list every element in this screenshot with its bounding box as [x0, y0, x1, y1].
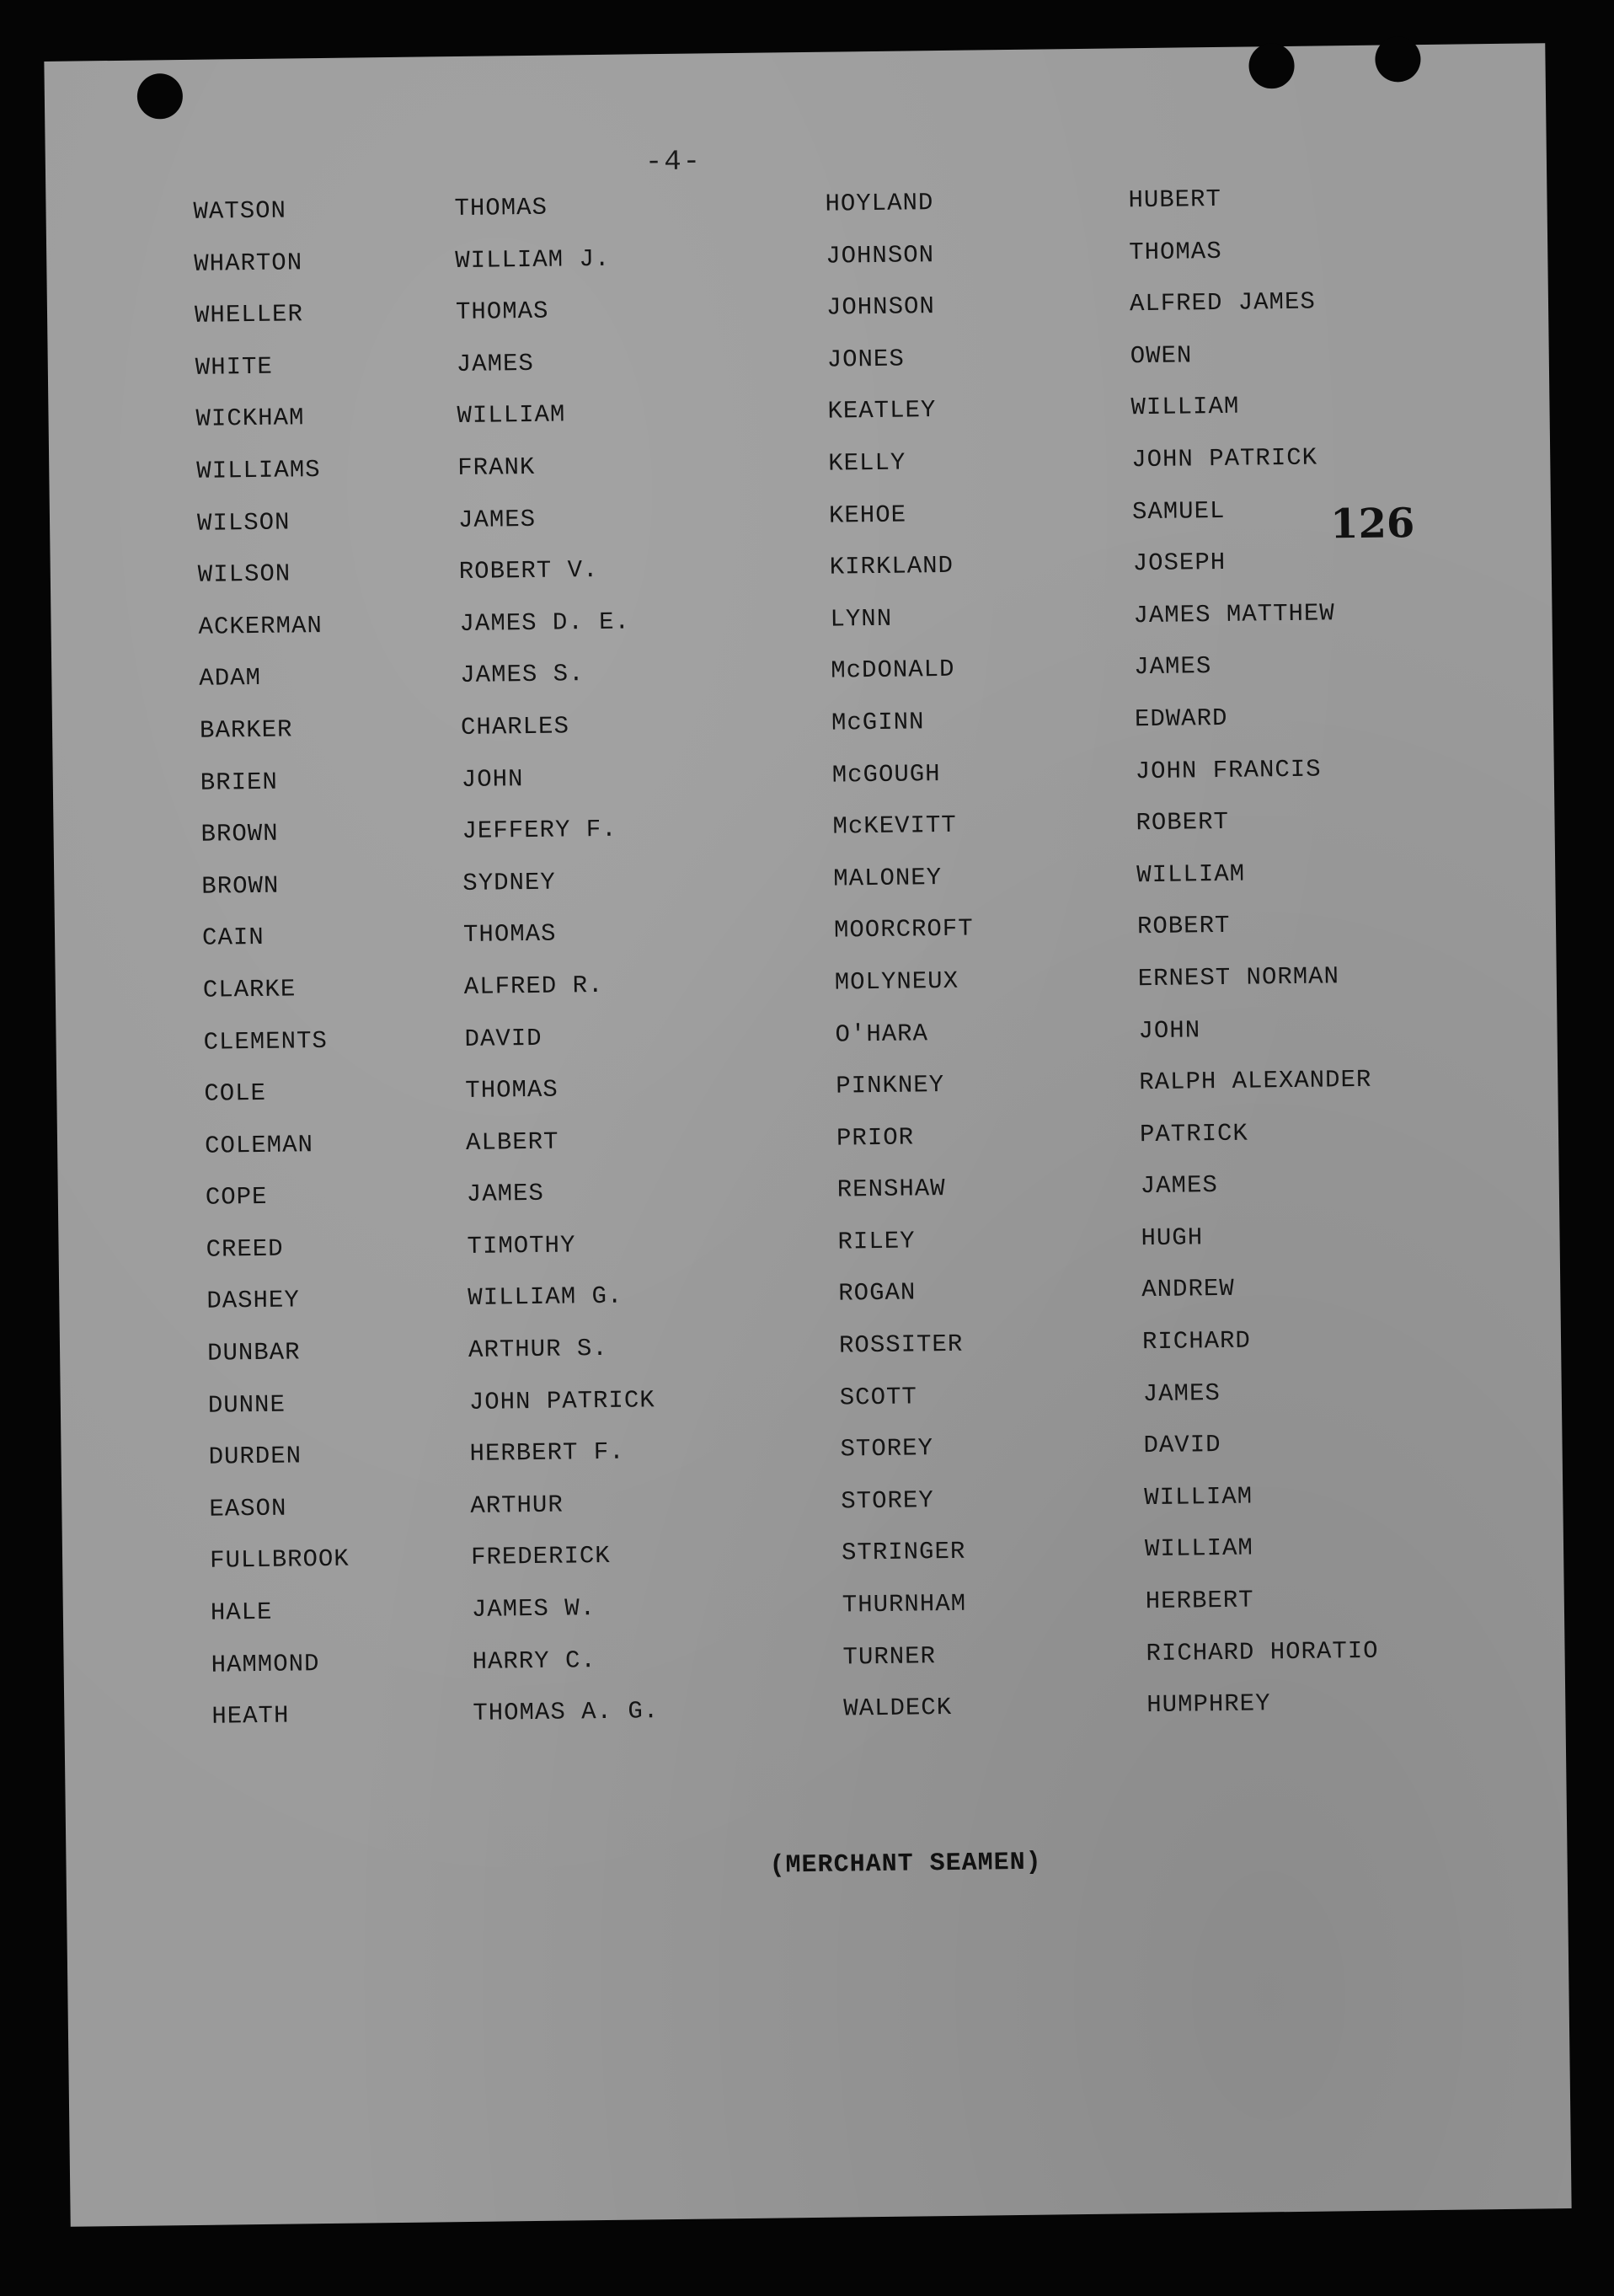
name-entry: JAMES MATTHEW: [1133, 599, 1335, 629]
punch-hole: [137, 73, 184, 120]
name-entry: THOMAS: [454, 193, 548, 223]
name-entry: BROWN: [200, 819, 279, 848]
name-entry: EDWARD: [1134, 704, 1228, 734]
name-entry: HARRY C.: [472, 1646, 597, 1676]
name-entry: RICHARD: [1141, 1326, 1252, 1357]
name-entry: MALONEY: [833, 863, 943, 893]
name-entry: JAMES: [466, 1180, 545, 1209]
page-number: -4-: [644, 146, 703, 179]
name-entry: CHARLES: [460, 712, 570, 741]
name-entry: WILSON: [196, 508, 291, 538]
name-entry: JOHN: [1138, 1015, 1201, 1045]
name-entry: THOMAS A. G.: [473, 1697, 660, 1728]
name-entry: JOHN: [461, 764, 524, 794]
name-entry: BARKER: [199, 715, 293, 745]
name-entry: SYDNEY: [462, 868, 556, 897]
name-entry: HERBERT F.: [469, 1437, 625, 1469]
name-entry: JOHN PATRICK: [468, 1385, 655, 1416]
name-entry: JAMES: [1140, 1171, 1218, 1201]
name-entry: RILEY: [837, 1227, 916, 1256]
name-entry: McGINN: [831, 708, 925, 737]
name-entry: RICHARD HORATIO: [1146, 1636, 1379, 1667]
name-entry: CREED: [206, 1234, 284, 1264]
surname-column-right: [825, 177, 983, 1736]
name-entry: FREDERICK: [470, 1542, 611, 1572]
name-entry: DAVID: [1143, 1431, 1221, 1460]
name-entry: TURNER: [842, 1641, 937, 1672]
given-name-column-left: [454, 180, 659, 1739]
name-entry: McGOUGH: [831, 759, 941, 789]
name-entry: PRIOR: [836, 1123, 915, 1153]
name-entry: COPE: [205, 1183, 268, 1212]
name-entry: COLE: [204, 1078, 267, 1108]
name-entry: ALFRED R.: [463, 971, 604, 1001]
name-entry: JAMES S.: [460, 660, 585, 690]
surname-column-left: [193, 185, 351, 1743]
name-entry: BROWN: [201, 871, 280, 901]
name-entry: JONES: [826, 345, 905, 374]
document-page: [44, 43, 1571, 2227]
name-entry: JAMES: [457, 505, 537, 534]
name-entry: WHARTON: [194, 248, 303, 278]
name-entry: KEATLEY: [827, 396, 937, 426]
name-entry: THOMAS: [465, 1075, 558, 1105]
name-entry: THOMAS: [1129, 237, 1222, 266]
name-entry: OWEN: [1130, 341, 1193, 371]
name-entry: JAMES: [1142, 1378, 1221, 1408]
name-entry: EASON: [209, 1494, 287, 1523]
punch-hole: [1248, 43, 1295, 89]
name-entry: JAMES D. E.: [459, 607, 631, 638]
name-entry: WILSON: [197, 559, 291, 589]
name-entry: CLEMENTS: [203, 1026, 329, 1057]
name-entry: O'HARA: [835, 1019, 929, 1049]
name-entry: HALE: [210, 1598, 273, 1627]
name-entry: WALDECK: [843, 1694, 953, 1723]
given-name-column-right: [1128, 172, 1380, 1731]
name-entry: STOREY: [841, 1486, 934, 1516]
name-entry: HEATH: [211, 1701, 290, 1731]
name-entry: THOMAS: [462, 919, 557, 950]
name-entry: McDONALD: [831, 656, 955, 685]
name-entry: WILLIAM: [457, 400, 566, 431]
name-entry: PINKNEY: [836, 1071, 945, 1100]
name-entry: ROBERT V.: [458, 556, 599, 586]
name-entry: WILLIAMS: [196, 455, 321, 485]
name-entry: THOMAS: [455, 297, 549, 327]
name-entry: DURDEN: [208, 1442, 302, 1471]
name-entry: WILLIAM: [1130, 393, 1240, 422]
name-entry: RALPH ALEXANDER: [1139, 1065, 1372, 1097]
name-entry: STRINGER: [841, 1538, 966, 1567]
name-entry: BRIEN: [200, 768, 279, 797]
name-entry: TIMOTHY: [467, 1231, 576, 1260]
name-entry: HUMPHREY: [1146, 1689, 1271, 1720]
name-entry: RENSHAW: [836, 1175, 946, 1204]
name-entry: JOHNSON: [826, 292, 936, 322]
name-entry: STOREY: [840, 1434, 934, 1464]
name-entry: ROGAN: [838, 1278, 917, 1309]
name-entry: ACKERMAN: [198, 611, 323, 641]
name-entry: CLARKE: [202, 975, 297, 1004]
name-entry: ALFRED JAMES: [1129, 287, 1317, 318]
name-entry: JOHN FRANCIS: [1135, 755, 1322, 785]
name-entry: JAMES: [456, 349, 535, 378]
name-entry: HUBERT: [1128, 185, 1222, 215]
name-entry: ANDREW: [1141, 1275, 1235, 1304]
name-entry: DAVID: [464, 1024, 542, 1053]
name-entry: WICKHAM: [195, 404, 305, 434]
name-entry: ERNEST NORMAN: [1137, 962, 1340, 993]
name-entry: DUNBAR: [206, 1338, 301, 1367]
name-entry: WILLIAM: [1144, 1482, 1253, 1512]
name-entry: DASHEY: [206, 1286, 300, 1316]
name-entry: HUGH: [1141, 1223, 1204, 1253]
name-entry: HERBERT: [1145, 1586, 1254, 1616]
name-entry: WILLIAM: [1144, 1534, 1254, 1564]
name-entry: SCOTT: [839, 1383, 918, 1412]
name-entry: LYNN: [830, 604, 893, 634]
name-entry: JOHNSON: [826, 240, 935, 270]
name-entry: WILLIAM G.: [468, 1282, 623, 1313]
name-entry: JAMES W.: [471, 1594, 596, 1624]
name-entry: FULLBROOK: [209, 1545, 350, 1576]
name-entry: WHITE: [195, 352, 274, 382]
name-entry: ROSSITER: [838, 1330, 964, 1360]
punch-hole: [1375, 36, 1421, 83]
name-entry: ALBERT: [465, 1127, 559, 1157]
footer-label: (MERCHANT SEAMEN): [769, 1848, 1042, 1881]
name-entry: HOYLAND: [825, 189, 934, 218]
name-entry: MOORCROFT: [833, 914, 974, 945]
name-entry: WILLIAM: [1136, 859, 1246, 889]
name-entry: ARTHUR S.: [468, 1334, 608, 1365]
name-entry: ROBERT: [1136, 807, 1230, 838]
name-entry: DUNNE: [207, 1390, 286, 1420]
name-entry: ARTHUR: [470, 1491, 564, 1520]
name-entry: FRANK: [457, 452, 536, 482]
name-entry: PATRICK: [1139, 1119, 1249, 1148]
stamped-number: 126: [1329, 500, 1415, 549]
name-entry: KIRKLAND: [829, 551, 954, 581]
name-entry: JEFFERY F.: [462, 815, 617, 846]
name-entry: JAMES: [1134, 652, 1212, 682]
name-entry: THURNHAM: [842, 1589, 967, 1619]
name-entry: ROBERT: [1136, 912, 1231, 941]
name-entry: HAMMOND: [211, 1649, 320, 1679]
name-entry: SAMUEL: [1131, 496, 1226, 526]
name-entry: KEHOE: [828, 500, 907, 530]
name-entry: WATSON: [193, 196, 287, 226]
name-entry: CAIN: [201, 923, 265, 953]
name-entry: ADAM: [199, 664, 262, 693]
name-entry: MOLYNEUX: [834, 966, 959, 997]
name-entry: WILLIAM J.: [455, 244, 611, 275]
name-entry: KELLY: [828, 448, 906, 478]
name-entry: COLEMAN: [204, 1130, 314, 1160]
name-entry: WHELLER: [194, 300, 304, 330]
name-entry: JOSEPH: [1132, 549, 1227, 578]
name-entry: McKEVITT: [832, 811, 957, 841]
name-entry: JOHN PATRICK: [1131, 443, 1318, 474]
